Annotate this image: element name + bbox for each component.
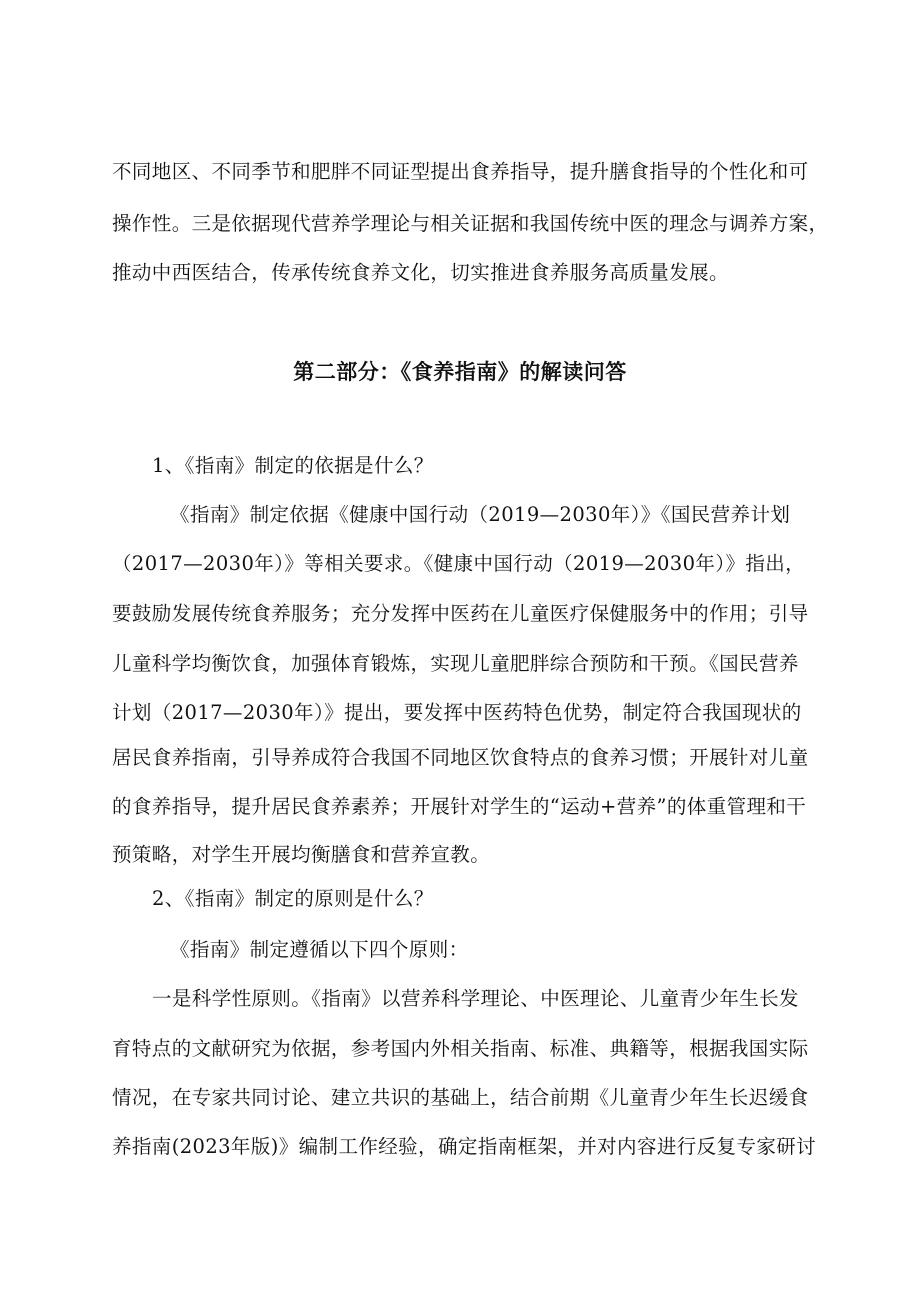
answer-intro: 《指南》制定遵循以下四个原则： [170,938,469,961]
answer-line: 一是科学性原则。《指南》以营养科学理论、中医理论、儿童青少年生长发 [152,987,799,1010]
section-title: 第二部分：《食养指南》的解读问答 [293,360,627,384]
paragraph-line: 不同地区、不同季节和肥胖不同证型提出食养指导，提升膳食指导的个性化和可 [112,160,809,183]
answer-line: 养指南(2023年版)》编制工作经验，确定指南框架，并对内容进行反复专家研讨 [112,1135,817,1158]
answer-line: 计划（2017—2030年）》提出，要发挥中医药特色优势，制定符合我国现状的 [112,701,802,724]
answer-line: 儿童科学均衡饮食，加强体育锻炼，实现儿童肥胖综合预防和干预。《国民营养 [112,652,799,675]
answer-line: 情况，在专家共同讨论、建立共识的基础上，结合前期《儿童青少年生长迟缓食 [112,1086,809,1109]
answer-line: 《指南》制定依据《健康中国行动（2019—2030年）》《国民营养计划 [170,503,791,526]
answer-line: 育特点的文献研究为依据，参考国内外相关指南、标准、典籍等，根据我国实际 [112,1037,809,1060]
answer-line: 预策略，对学生开展均衡膳食和营养宣教。 [112,843,491,866]
paragraph-line: 操作性。三是依据现代营养学理论与相关证据和我国传统中医的理念与调养方案， [112,212,829,235]
question-2: 2、《指南》制定的原则是什么？ [152,887,434,910]
answer-line: 居民食养指南，引导养成符合我国不同地区饮食特点的食养习惯；开展针对儿童 [112,746,809,769]
paragraph-line: 推动中西医结合，传承传统食养文化，切实推进食养服务高质量发展。 [112,261,729,284]
answer-line: （2017—2030年）》等相关要求。《健康中国行动（2019—2030年）》指出， [112,552,806,575]
answer-line: 的食养指导，提升居民食养素养；开展针对学生的“运动+营养”的体重管理和干 [112,795,807,818]
answer-line: 要鼓励发展传统食养服务；充分发挥中医药在儿童医疗保健服务中的作用；引导 [112,602,809,625]
question-1: 1、《指南》制定的依据是什么？ [152,454,434,477]
